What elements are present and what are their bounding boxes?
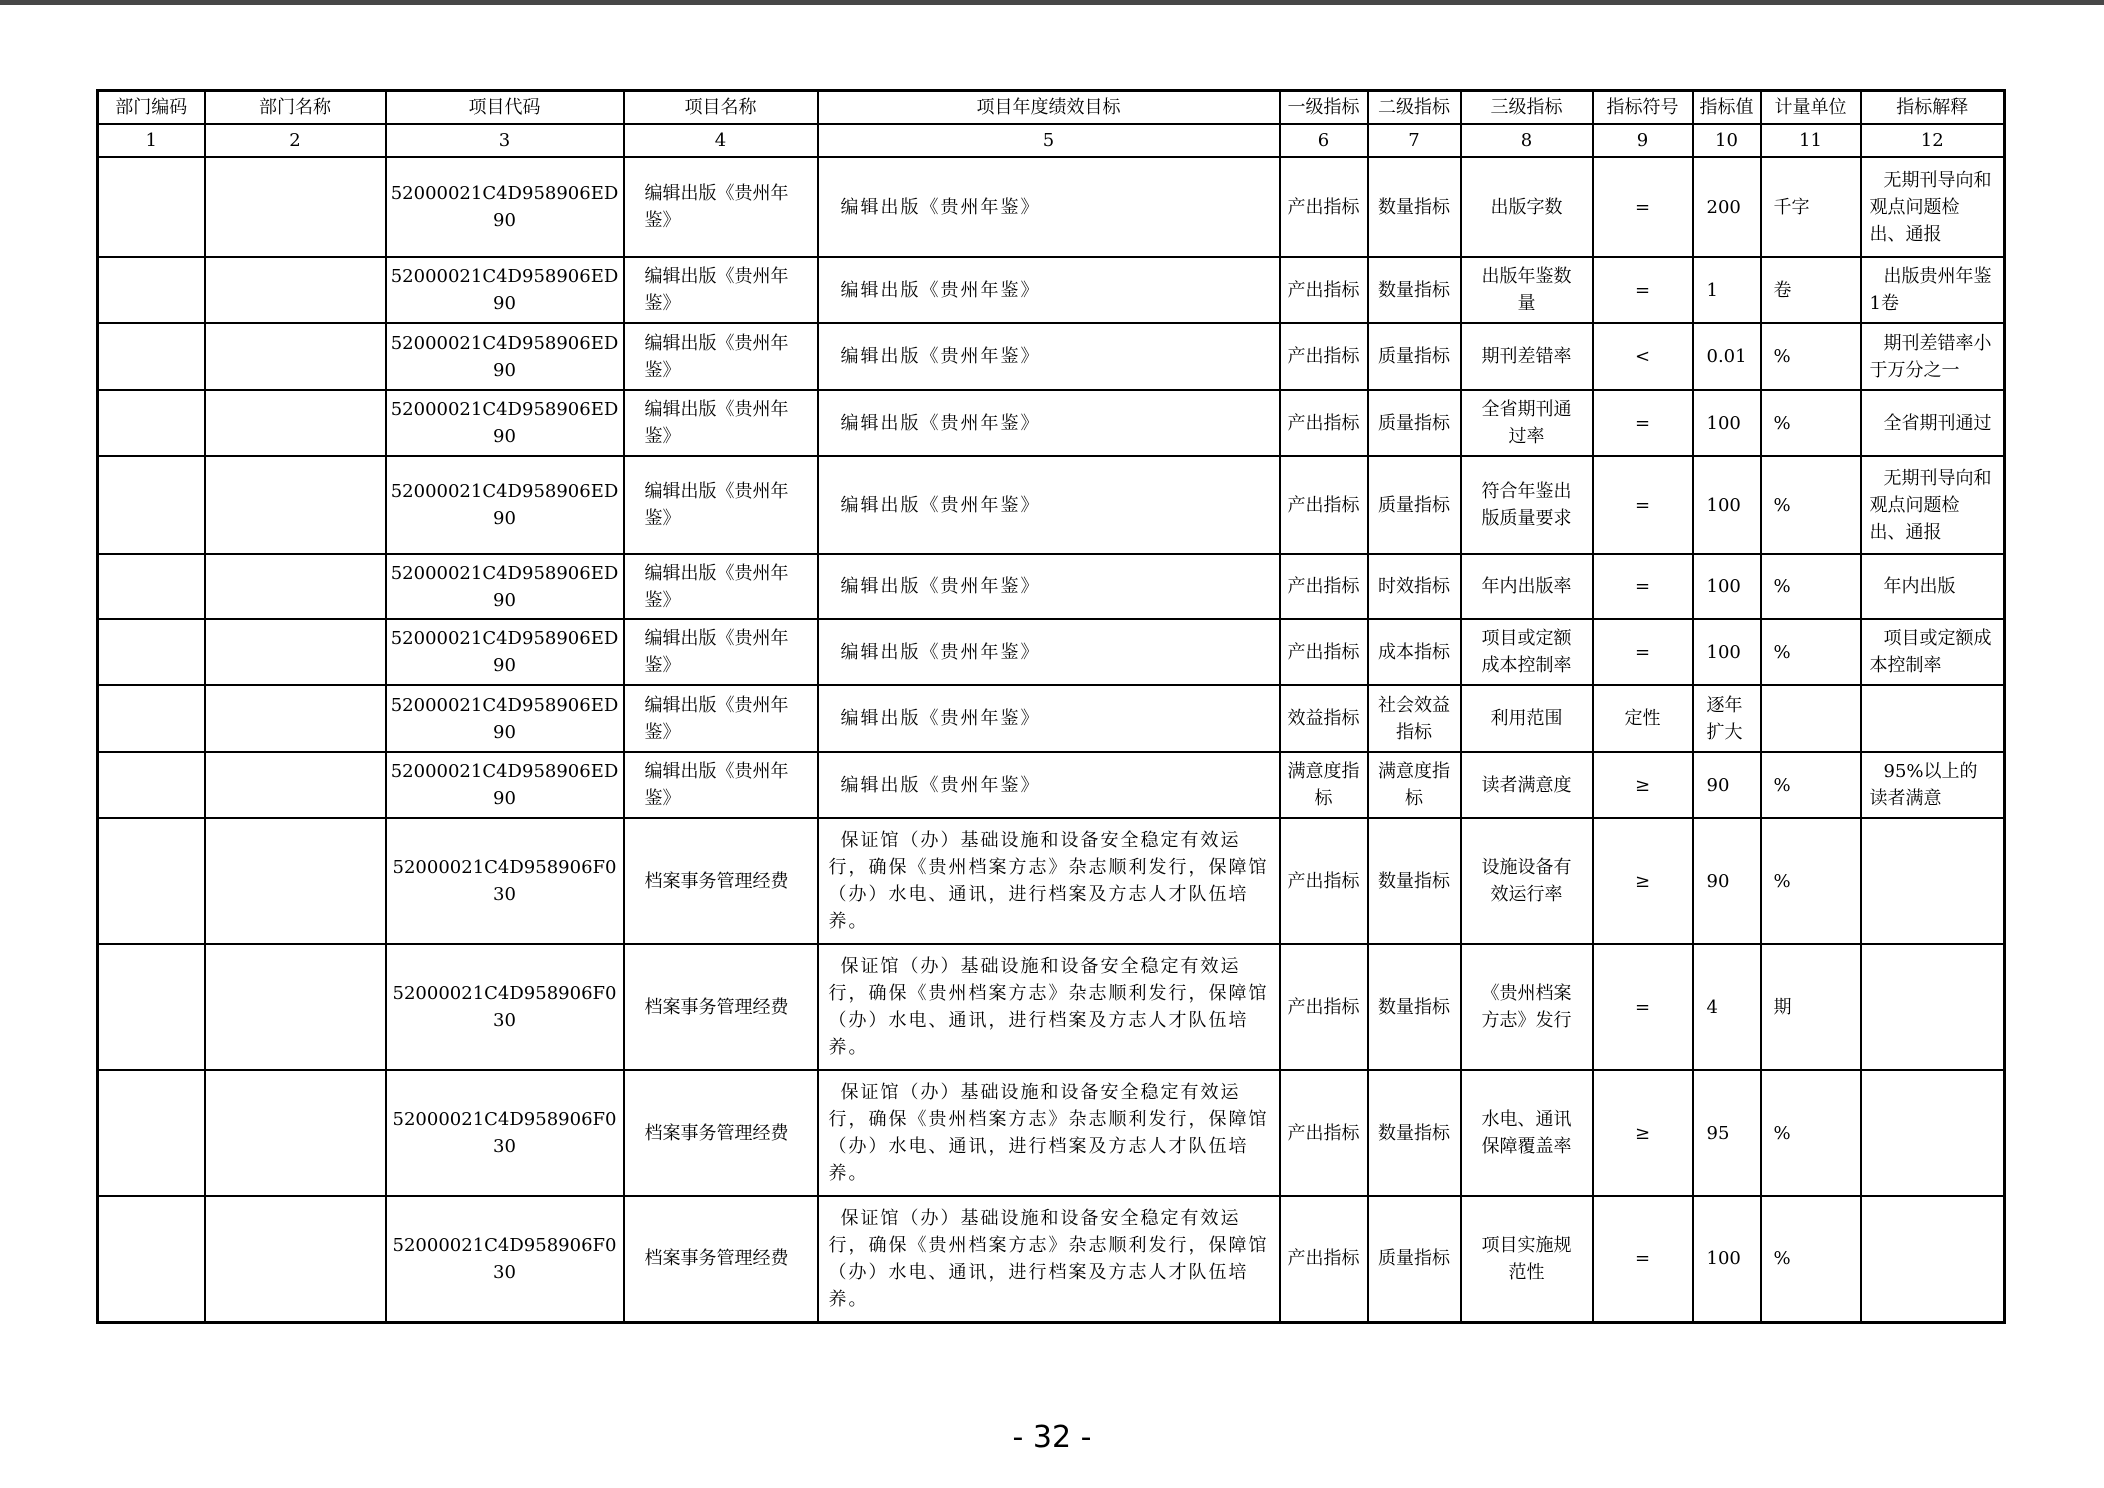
table-row	[98, 456, 2005, 554]
column-number-row	[98, 124, 2005, 157]
column-number-level1-indicator: 6	[1280, 124, 1368, 157]
table-row	[98, 685, 2005, 752]
cell-indicator-value: 100	[1693, 554, 1761, 619]
cell-measure-unit: 期	[1761, 944, 1861, 1070]
cell-performance-goal: 编辑出版《贵州年鉴》	[818, 685, 1280, 752]
cell-project-name: 编辑出版《贵州年鉴》	[624, 554, 818, 619]
cell-dept-name	[205, 456, 386, 554]
cell-level2-indicator: 数量指标	[1368, 818, 1461, 944]
cell-dept-code	[98, 818, 205, 944]
cell-dept-name	[205, 323, 386, 390]
cell-project-code: 52000021C4D958906ED90	[386, 390, 624, 456]
cell-measure-unit: %	[1761, 752, 1861, 818]
cell-indicator-value: 0.01	[1693, 323, 1761, 390]
column-number-dept-code: 1	[98, 124, 205, 157]
cell-dept-name	[205, 1196, 386, 1322]
cell-dept-code	[98, 554, 205, 619]
cell-indicator-value: 100	[1693, 1196, 1761, 1322]
cell-level1-indicator: 产出指标	[1280, 944, 1368, 1070]
header-project-code: 项目代码	[386, 91, 624, 125]
cell-level2-indicator: 满意度指标	[1368, 752, 1461, 818]
cell-indicator-explanation: 期刊差错率小于万分之一	[1861, 323, 2005, 390]
cell-dept-code	[98, 1196, 205, 1322]
cell-performance-goal: 编辑出版《贵州年鉴》	[818, 752, 1280, 818]
cell-indicator-value: 100	[1693, 390, 1761, 456]
cell-level2-indicator: 时效指标	[1368, 554, 1461, 619]
cell-level1-indicator: 产出指标	[1280, 390, 1368, 456]
header-level3-indicator: 三级指标	[1461, 91, 1593, 125]
cell-level1-indicator: 产出指标	[1280, 1070, 1368, 1196]
cell-level2-indicator: 数量指标	[1368, 157, 1461, 257]
cell-indicator-symbol: ≥	[1593, 752, 1693, 818]
cell-level1-indicator: 产出指标	[1280, 456, 1368, 554]
cell-indicator-explanation: 无期刊导向和观点问题检出、通报	[1861, 157, 2005, 257]
table-row	[98, 323, 2005, 390]
cell-level1-indicator: 效益指标	[1280, 685, 1368, 752]
cell-dept-name	[205, 157, 386, 257]
column-number-project-name: 4	[624, 124, 818, 157]
cell-measure-unit: 卷	[1761, 257, 1861, 323]
cell-measure-unit: %	[1761, 818, 1861, 944]
cell-level3-indicator: 出版字数	[1461, 157, 1593, 257]
cell-indicator-symbol: =	[1593, 554, 1693, 619]
cell-dept-code	[98, 390, 205, 456]
cell-project-name: 档案事务管理经费	[624, 1196, 818, 1322]
cell-measure-unit: %	[1761, 323, 1861, 390]
page-footer	[0, 1420, 2104, 1455]
cell-measure-unit: %	[1761, 390, 1861, 456]
cell-measure-unit: %	[1761, 1196, 1861, 1322]
table-row	[98, 1196, 2005, 1322]
column-number-indicator-value: 10	[1693, 124, 1761, 157]
cell-indicator-explanation: 项目或定额成本控制率	[1861, 619, 2005, 685]
cell-performance-goal: 编辑出版《贵州年鉴》	[818, 390, 1280, 456]
table-header	[98, 91, 2005, 158]
column-number-indicator-symbol: 9	[1593, 124, 1693, 157]
cell-dept-name	[205, 554, 386, 619]
cell-dept-name	[205, 818, 386, 944]
column-number-measure-unit: 11	[1761, 124, 1861, 157]
cell-performance-goal: 编辑出版《贵州年鉴》	[818, 323, 1280, 390]
cell-project-code: 52000021C4D958906ED90	[386, 456, 624, 554]
cell-performance-goal: 编辑出版《贵州年鉴》	[818, 157, 1280, 257]
cell-level3-indicator: 水电、通讯保障覆盖率	[1461, 1070, 1593, 1196]
cell-level3-indicator: 利用范围	[1461, 685, 1593, 752]
header-dept-name: 部门名称	[205, 91, 386, 125]
cell-performance-goal: 编辑出版《贵州年鉴》	[818, 619, 1280, 685]
cell-level2-indicator: 数量指标	[1368, 1070, 1461, 1196]
cell-project-name: 档案事务管理经费	[624, 818, 818, 944]
cell-level1-indicator: 产出指标	[1280, 554, 1368, 619]
cell-indicator-symbol: =	[1593, 390, 1693, 456]
cell-level3-indicator: 项目实施规范性	[1461, 1196, 1593, 1322]
cell-project-code: 52000021C4D958906F030	[386, 1070, 624, 1196]
cell-dept-name	[205, 1070, 386, 1196]
cell-level2-indicator: 社会效益指标	[1368, 685, 1461, 752]
cell-level3-indicator: 出版年鉴数量	[1461, 257, 1593, 323]
cell-indicator-explanation: 全省期刊通过	[1861, 390, 2005, 456]
cell-performance-goal: 保证馆（办）基础设施和设备安全稳定有效运行，确保《贵州档案方志》杂志顺利发行，保障馆（办）水电、通讯，进行档案及方志人才队伍培养。	[818, 818, 1280, 944]
cell-dept-code	[98, 157, 205, 257]
cell-performance-goal: 保证馆（办）基础设施和设备安全稳定有效运行，确保《贵州档案方志》杂志顺利发行，保障馆（办）水电、通讯，进行档案及方志人才队伍培养。	[818, 1070, 1280, 1196]
cell-project-name: 编辑出版《贵州年鉴》	[624, 752, 818, 818]
column-number-performance-goal: 5	[818, 124, 1280, 157]
cell-dept-name	[205, 944, 386, 1070]
cell-performance-goal: 编辑出版《贵州年鉴》	[818, 456, 1280, 554]
cell-level3-indicator: 符合年鉴出版质量要求	[1461, 456, 1593, 554]
table-row	[98, 1070, 2005, 1196]
table-row	[98, 390, 2005, 456]
cell-indicator-symbol: =	[1593, 1196, 1693, 1322]
cell-indicator-symbol: =	[1593, 157, 1693, 257]
cell-level2-indicator: 质量指标	[1368, 456, 1461, 554]
cell-indicator-value: 4	[1693, 944, 1761, 1070]
column-number-dept-name: 2	[205, 124, 386, 157]
cell-level3-indicator: 期刊差错率	[1461, 323, 1593, 390]
table-row	[98, 157, 2005, 257]
cell-level3-indicator: 《贵州档案方志》发行	[1461, 944, 1593, 1070]
cell-indicator-explanation	[1861, 685, 2005, 752]
cell-indicator-explanation	[1861, 1070, 2005, 1196]
cell-measure-unit: %	[1761, 1070, 1861, 1196]
cell-dept-code	[98, 1070, 205, 1196]
cell-indicator-explanation: 出版贵州年鉴1卷	[1861, 257, 2005, 323]
cell-indicator-symbol: <	[1593, 323, 1693, 390]
cell-performance-goal: 编辑出版《贵州年鉴》	[818, 554, 1280, 619]
cell-project-code: 52000021C4D958906F030	[386, 944, 624, 1070]
cell-project-name: 编辑出版《贵州年鉴》	[624, 257, 818, 323]
cell-project-code: 52000021C4D958906ED90	[386, 323, 624, 390]
cell-dept-code	[98, 944, 205, 1070]
page-number: - 32 -	[1012, 1420, 1092, 1455]
header-indicator-explanation: 指标解释	[1861, 91, 2005, 125]
cell-project-name: 编辑出版《贵州年鉴》	[624, 685, 818, 752]
table-row	[98, 752, 2005, 818]
cell-level1-indicator: 产出指标	[1280, 619, 1368, 685]
cell-project-name: 编辑出版《贵州年鉴》	[624, 390, 818, 456]
cell-indicator-symbol: =	[1593, 944, 1693, 1070]
cell-indicator-symbol: =	[1593, 456, 1693, 554]
cell-project-code: 52000021C4D958906ED90	[386, 685, 624, 752]
cell-dept-name	[205, 257, 386, 323]
cell-indicator-value: 90	[1693, 818, 1761, 944]
cell-performance-goal: 保证馆（办）基础设施和设备安全稳定有效运行，确保《贵州档案方志》杂志顺利发行，保障馆（办）水电、通讯，进行档案及方志人才队伍培养。	[818, 1196, 1280, 1322]
cell-level1-indicator: 产出指标	[1280, 157, 1368, 257]
cell-level1-indicator: 产出指标	[1280, 818, 1368, 944]
cell-indicator-explanation	[1861, 1196, 2005, 1322]
performance-indicator-table	[96, 89, 2006, 1324]
cell-level2-indicator: 成本指标	[1368, 619, 1461, 685]
column-number-project-code: 3	[386, 124, 624, 157]
cell-level3-indicator: 全省期刊通过率	[1461, 390, 1593, 456]
header-dept-code: 部门编码	[98, 91, 205, 125]
cell-indicator-explanation	[1861, 818, 2005, 944]
cell-project-name: 编辑出版《贵州年鉴》	[624, 157, 818, 257]
cell-level3-indicator: 读者满意度	[1461, 752, 1593, 818]
cell-project-code: 52000021C4D958906ED90	[386, 619, 624, 685]
cell-project-name: 编辑出版《贵州年鉴》	[624, 456, 818, 554]
cell-measure-unit: %	[1761, 554, 1861, 619]
header-project-name: 项目名称	[624, 91, 818, 125]
cell-level3-indicator: 项目或定额成本控制率	[1461, 619, 1593, 685]
cell-level1-indicator: 产出指标	[1280, 257, 1368, 323]
cell-project-code: 52000021C4D958906F030	[386, 818, 624, 944]
cell-measure-unit: %	[1761, 619, 1861, 685]
cell-indicator-value: 100	[1693, 619, 1761, 685]
cell-indicator-value: 100	[1693, 456, 1761, 554]
table-body	[98, 157, 2005, 1322]
cell-level2-indicator: 质量指标	[1368, 390, 1461, 456]
cell-measure-unit	[1761, 685, 1861, 752]
cell-indicator-symbol: ≥	[1593, 1070, 1693, 1196]
header-level1-indicator: 一级指标	[1280, 91, 1368, 125]
cell-indicator-explanation: 95%以上的读者满意	[1861, 752, 2005, 818]
table-row	[98, 619, 2005, 685]
column-number-level3-indicator: 8	[1461, 124, 1593, 157]
cell-indicator-symbol: ≥	[1593, 818, 1693, 944]
cell-indicator-explanation	[1861, 944, 2005, 1070]
cell-indicator-explanation: 年内出版	[1861, 554, 2005, 619]
cell-performance-goal: 编辑出版《贵州年鉴》	[818, 257, 1280, 323]
cell-level2-indicator: 质量指标	[1368, 1196, 1461, 1322]
header-performance-goal: 项目年度绩效目标	[818, 91, 1280, 125]
viewer-top-edge	[0, 0, 2104, 5]
cell-level1-indicator: 产出指标	[1280, 1196, 1368, 1322]
table-row	[98, 554, 2005, 619]
cell-dept-code	[98, 752, 205, 818]
cell-measure-unit: %	[1761, 456, 1861, 554]
cell-indicator-symbol: =	[1593, 257, 1693, 323]
cell-project-name: 档案事务管理经费	[624, 944, 818, 1070]
cell-project-code: 52000021C4D958906ED90	[386, 554, 624, 619]
cell-indicator-symbol: =	[1593, 619, 1693, 685]
cell-project-name: 档案事务管理经费	[624, 1070, 818, 1196]
header-level2-indicator: 二级指标	[1368, 91, 1461, 125]
table-row	[98, 257, 2005, 323]
cell-indicator-explanation: 无期刊导向和观点问题检出、通报	[1861, 456, 2005, 554]
header-row	[98, 91, 2005, 125]
cell-performance-goal: 保证馆（办）基础设施和设备安全稳定有效运行，确保《贵州档案方志》杂志顺利发行，保障馆（办）水电、通讯，进行档案及方志人才队伍培养。	[818, 944, 1280, 1070]
cell-project-code: 52000021C4D958906ED90	[386, 257, 624, 323]
cell-level2-indicator: 数量指标	[1368, 257, 1461, 323]
cell-level2-indicator: 数量指标	[1368, 944, 1461, 1070]
table-row	[98, 818, 2005, 944]
cell-indicator-value: 200	[1693, 157, 1761, 257]
cell-indicator-value: 逐年扩大	[1693, 685, 1761, 752]
header-measure-unit: 计量单位	[1761, 91, 1861, 125]
cell-indicator-value: 90	[1693, 752, 1761, 818]
cell-project-code: 52000021C4D958906F030	[386, 1196, 624, 1322]
cell-measure-unit: 千字	[1761, 157, 1861, 257]
cell-indicator-value: 95	[1693, 1070, 1761, 1196]
cell-project-name: 编辑出版《贵州年鉴》	[624, 619, 818, 685]
cell-dept-code	[98, 456, 205, 554]
cell-dept-code	[98, 323, 205, 390]
cell-project-code: 52000021C4D958906ED90	[386, 157, 624, 257]
cell-level3-indicator: 年内出版率	[1461, 554, 1593, 619]
column-number-indicator-explanation: 12	[1861, 124, 2005, 157]
cell-dept-name	[205, 685, 386, 752]
table-row	[98, 944, 2005, 1070]
cell-project-code: 52000021C4D958906ED90	[386, 752, 624, 818]
header-indicator-value: 指标值	[1693, 91, 1761, 125]
cell-level1-indicator: 产出指标	[1280, 323, 1368, 390]
cell-dept-name	[205, 619, 386, 685]
header-indicator-symbol: 指标符号	[1593, 91, 1693, 125]
cell-level1-indicator: 满意度指标	[1280, 752, 1368, 818]
cell-indicator-value: 1	[1693, 257, 1761, 323]
cell-level2-indicator: 质量指标	[1368, 323, 1461, 390]
cell-indicator-symbol: 定性	[1593, 685, 1693, 752]
cell-dept-name	[205, 390, 386, 456]
cell-level3-indicator: 设施设备有效运行率	[1461, 818, 1593, 944]
cell-dept-code	[98, 257, 205, 323]
cell-dept-name	[205, 752, 386, 818]
cell-dept-code	[98, 619, 205, 685]
cell-dept-code	[98, 685, 205, 752]
column-number-level2-indicator: 7	[1368, 124, 1461, 157]
cell-project-name: 编辑出版《贵州年鉴》	[624, 323, 818, 390]
